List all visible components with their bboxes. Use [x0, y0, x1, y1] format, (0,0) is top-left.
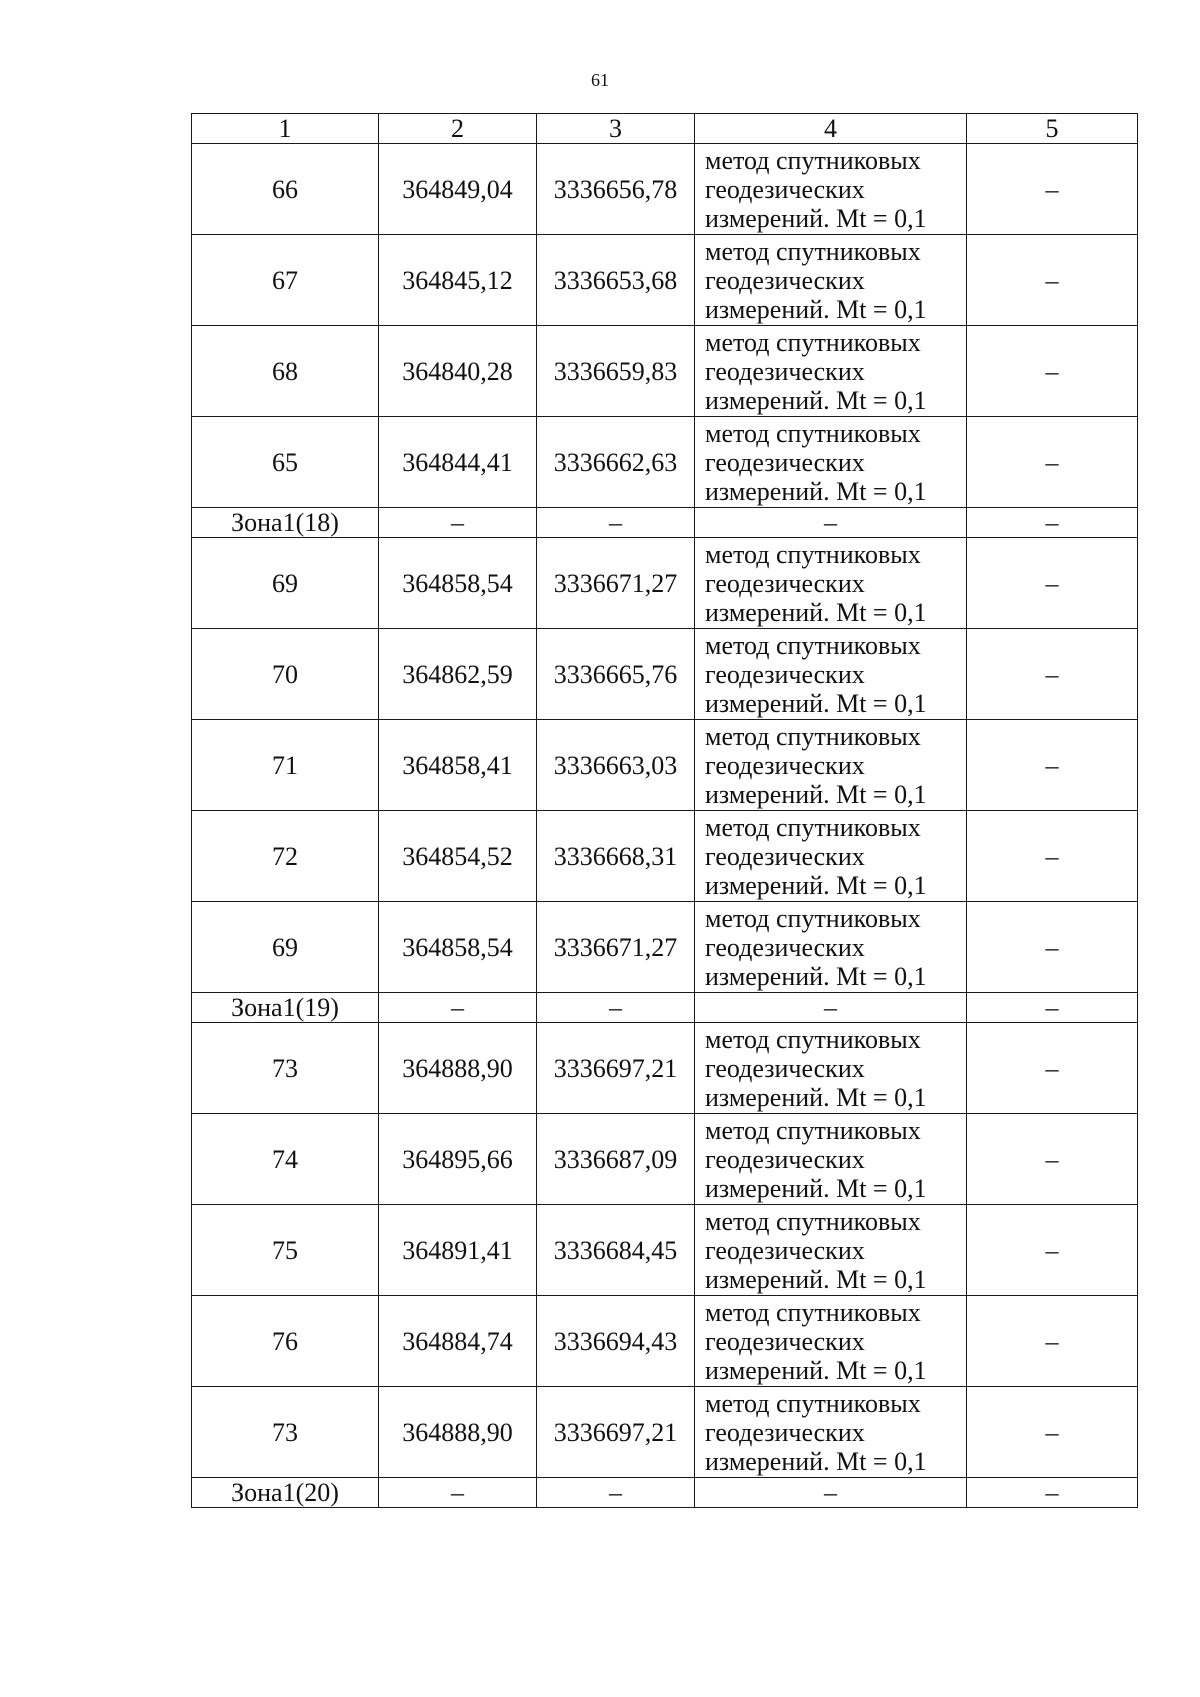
- x-coordinate: 364888,90: [379, 1023, 537, 1114]
- method-line: геодезических: [705, 750, 865, 780]
- method-line: метод спутниковых: [705, 327, 921, 357]
- zone-label: Зона1(19): [192, 993, 379, 1023]
- method-line: геодезических: [705, 841, 865, 871]
- method-line: измерений. Mt = 0,1: [705, 1264, 927, 1294]
- method-line: геодезических: [705, 932, 865, 962]
- y-coordinate: 3336668,31: [537, 811, 695, 902]
- method-cell: [695, 235, 967, 326]
- x-coordinate: 364858,54: [379, 902, 537, 993]
- method-cell: [695, 902, 967, 993]
- method-line: метод спутниковых: [705, 1388, 921, 1418]
- method-cell: [695, 720, 967, 811]
- y-coordinate: –: [537, 993, 695, 1023]
- y-coordinate: 3336662,63: [537, 417, 695, 508]
- column-5-value: –: [967, 144, 1138, 235]
- y-coordinate: 3336687,09: [537, 1114, 695, 1205]
- method-line: измерений. Mt = 0,1: [705, 688, 927, 718]
- method-cell: –: [695, 993, 967, 1023]
- column-5-value: –: [967, 720, 1138, 811]
- table-body: [192, 114, 1138, 1508]
- point-number: 71: [192, 720, 379, 811]
- method-line: измерений. Mt = 0,1: [705, 1446, 927, 1476]
- column-5-value: –: [967, 1478, 1138, 1508]
- method-line: измерений. Mt = 0,1: [705, 1173, 927, 1203]
- x-coordinate: 364862,59: [379, 629, 537, 720]
- method-line: измерений. Mt = 0,1: [705, 294, 927, 324]
- method-line: геодезических: [705, 659, 865, 689]
- method-line: метод спутниковых: [705, 236, 921, 266]
- method-cell: [695, 629, 967, 720]
- point-number: 65: [192, 417, 379, 508]
- y-coordinate: 3336694,43: [537, 1296, 695, 1387]
- x-coordinate: –: [379, 1478, 537, 1508]
- method-cell: [695, 326, 967, 417]
- method-line: метод спутниковых: [705, 418, 921, 448]
- column-header-5: 5: [967, 114, 1138, 144]
- point-number: 67: [192, 235, 379, 326]
- method-line: измерений. Mt = 0,1: [705, 385, 927, 415]
- table-row: [192, 1205, 1138, 1296]
- table-row: [192, 902, 1138, 993]
- method-cell: [695, 1023, 967, 1114]
- point-number: 72: [192, 811, 379, 902]
- point-number: 73: [192, 1023, 379, 1114]
- y-coordinate: 3336653,68: [537, 235, 695, 326]
- method-cell: [695, 417, 967, 508]
- point-number: 76: [192, 1296, 379, 1387]
- method-line: метод спутниковых: [705, 721, 921, 751]
- method-line: метод спутниковых: [705, 1115, 921, 1145]
- point-number: 66: [192, 144, 379, 235]
- method-line: измерений. Mt = 0,1: [705, 476, 927, 506]
- column-header-2: 2: [379, 114, 537, 144]
- column-5-value: –: [967, 1205, 1138, 1296]
- table-row: [192, 720, 1138, 811]
- zone-row: [192, 508, 1138, 538]
- x-coordinate: 364849,04: [379, 144, 537, 235]
- x-coordinate: 364884,74: [379, 1296, 537, 1387]
- y-coordinate: 3336671,27: [537, 902, 695, 993]
- table-row: [192, 1114, 1138, 1205]
- method-line: метод спутниковых: [705, 145, 921, 175]
- column-5-value: –: [967, 538, 1138, 629]
- method-cell: [695, 811, 967, 902]
- column-5-value: –: [967, 326, 1138, 417]
- method-line: измерений. Mt = 0,1: [705, 779, 927, 809]
- page-number: 61: [591, 70, 609, 90]
- y-coordinate: 3336697,21: [537, 1023, 695, 1114]
- y-coordinate: 3336663,03: [537, 720, 695, 811]
- column-5-value: –: [967, 235, 1138, 326]
- column-5-value: –: [967, 811, 1138, 902]
- method-line: геодезических: [705, 1053, 865, 1083]
- y-coordinate: –: [537, 508, 695, 538]
- point-number: 70: [192, 629, 379, 720]
- x-coordinate: 364840,28: [379, 326, 537, 417]
- column-5-value: –: [967, 1023, 1138, 1114]
- column-header-4: 4: [695, 114, 967, 144]
- x-coordinate: 364888,90: [379, 1387, 537, 1478]
- method-line: измерений. Mt = 0,1: [705, 1082, 927, 1112]
- table-row: [192, 811, 1138, 902]
- method-cell: [695, 1114, 967, 1205]
- y-coordinate: 3336665,76: [537, 629, 695, 720]
- point-number: 68: [192, 326, 379, 417]
- point-number: 69: [192, 902, 379, 993]
- method-cell: [695, 144, 967, 235]
- method-line: измерений. Mt = 0,1: [705, 1355, 927, 1385]
- method-line: измерений. Mt = 0,1: [705, 961, 927, 991]
- x-coordinate: 364854,52: [379, 811, 537, 902]
- method-line: измерений. Mt = 0,1: [705, 870, 927, 900]
- method-cell: –: [695, 1478, 967, 1508]
- point-number: 75: [192, 1205, 379, 1296]
- method-line: метод спутниковых: [705, 1297, 921, 1327]
- column-5-value: –: [967, 1387, 1138, 1478]
- method-line: геодезических: [705, 265, 865, 295]
- method-line: геодезических: [705, 1326, 865, 1356]
- method-cell: [695, 1387, 967, 1478]
- method-line: метод спутниковых: [705, 1206, 921, 1236]
- x-coordinate: –: [379, 993, 537, 1023]
- table-row: [192, 629, 1138, 720]
- table-header-row: [192, 114, 1138, 144]
- method-line: метод спутниковых: [705, 630, 921, 660]
- x-coordinate: 364845,12: [379, 235, 537, 326]
- method-line: метод спутниковых: [705, 1024, 921, 1054]
- method-cell: [695, 1205, 967, 1296]
- x-coordinate: –: [379, 508, 537, 538]
- point-number: 74: [192, 1114, 379, 1205]
- y-coordinate: –: [537, 1478, 695, 1508]
- method-line: геодезических: [705, 1235, 865, 1265]
- column-5-value: –: [967, 417, 1138, 508]
- zone-row: [192, 1478, 1138, 1508]
- method-line: измерений. Mt = 0,1: [705, 597, 927, 627]
- method-cell: [695, 538, 967, 629]
- column-header-3: 3: [537, 114, 695, 144]
- method-line: геодезических: [705, 1417, 865, 1447]
- table-row: [192, 326, 1138, 417]
- table-row: [192, 235, 1138, 326]
- column-5-value: –: [967, 902, 1138, 993]
- table-row: [192, 538, 1138, 629]
- x-coordinate: 364858,41: [379, 720, 537, 811]
- zone-label: Зона1(18): [192, 508, 379, 538]
- method-cell: [695, 1296, 967, 1387]
- method-line: метод спутниковых: [705, 903, 921, 933]
- method-line: метод спутниковых: [705, 812, 921, 842]
- table-row: [192, 1023, 1138, 1114]
- table-row: [192, 417, 1138, 508]
- method-line: геодезических: [705, 356, 865, 386]
- y-coordinate: 3336656,78: [537, 144, 695, 235]
- column-5-value: –: [967, 508, 1138, 538]
- x-coordinate: 364844,41: [379, 417, 537, 508]
- method-line: геодезических: [705, 174, 865, 204]
- y-coordinate: 3336671,27: [537, 538, 695, 629]
- point-number: 73: [192, 1387, 379, 1478]
- column-5-value: –: [967, 993, 1138, 1023]
- table-row: [192, 1296, 1138, 1387]
- x-coordinate: 364891,41: [379, 1205, 537, 1296]
- method-line: измерений. Mt = 0,1: [705, 203, 927, 233]
- method-line: метод спутниковых: [705, 539, 921, 569]
- method-line: геодезических: [705, 568, 865, 598]
- point-number: 69: [192, 538, 379, 629]
- y-coordinate: 3336684,45: [537, 1205, 695, 1296]
- table-row: [192, 1387, 1138, 1478]
- column-header-1: 1: [192, 114, 379, 144]
- coordinates-table: [191, 113, 1138, 1508]
- y-coordinate: 3336697,21: [537, 1387, 695, 1478]
- column-5-value: –: [967, 1296, 1138, 1387]
- column-5-value: –: [967, 1114, 1138, 1205]
- method-cell: –: [695, 508, 967, 538]
- y-coordinate: 3336659,83: [537, 326, 695, 417]
- zone-row: [192, 993, 1138, 1023]
- column-5-value: –: [967, 629, 1138, 720]
- x-coordinate: 364895,66: [379, 1114, 537, 1205]
- table-row: [192, 144, 1138, 235]
- zone-label: Зона1(20): [192, 1478, 379, 1508]
- x-coordinate: 364858,54: [379, 538, 537, 629]
- method-line: геодезических: [705, 447, 865, 477]
- method-line: геодезических: [705, 1144, 865, 1174]
